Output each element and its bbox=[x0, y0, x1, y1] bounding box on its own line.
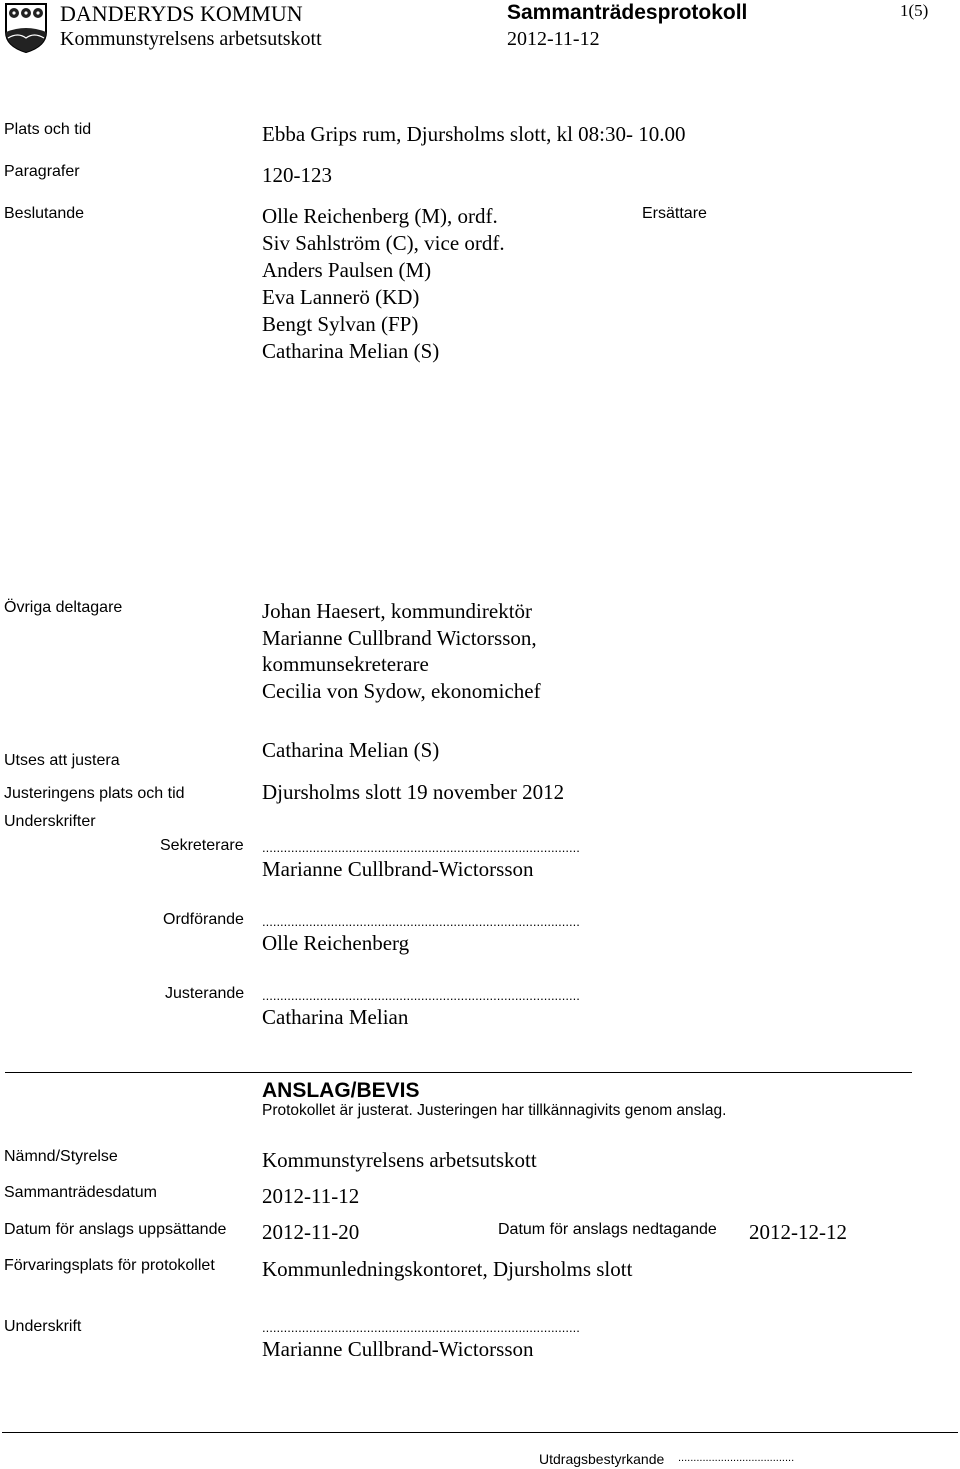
meeting-date-value: 2012-11-12 bbox=[262, 1184, 360, 1208]
substitutes-label: Ersättare bbox=[642, 205, 707, 222]
notice-signature-line: ........................................................................................ bbox=[262, 1320, 580, 1335]
decider-item: Catharina Melian (S) bbox=[262, 339, 440, 363]
secretary-label: Sekreterare bbox=[160, 837, 244, 854]
removed-value: 2012-12-12 bbox=[749, 1220, 847, 1244]
notice-title: ANSLAG/BEVIS bbox=[262, 1079, 420, 1102]
meeting-date-label: Sammanträdesdatum bbox=[4, 1184, 157, 1201]
adjuster-label: Utses att justera bbox=[4, 752, 120, 769]
chair-signature-line: ........................................................................................ bbox=[262, 914, 580, 929]
adjuster-value: Catharina Melian (S) bbox=[262, 738, 440, 762]
notice-subtitle: Protokollet är justerat. Justeringen har tillkännagivits genom anslag. bbox=[262, 1102, 727, 1119]
board-value: Kommunstyrelsens arbetsutskott bbox=[262, 1148, 537, 1172]
other-participant: Cecilia von Sydow, ekonomichef bbox=[262, 678, 541, 703]
adjust-place-label: Justeringens plats och tid bbox=[4, 785, 185, 802]
certifier-signature-line: ...................................... bbox=[678, 1452, 795, 1464]
decider-list bbox=[262, 203, 505, 365]
chair-label: Ordförande bbox=[163, 911, 244, 928]
paragraphs-value: 120-123 bbox=[262, 163, 332, 187]
place-value: Ebba Grips rum, Djursholms slott, kl 08:30- 10.00 bbox=[262, 122, 686, 146]
others-list bbox=[262, 598, 541, 704]
chair-name: Olle Reichenberg bbox=[262, 931, 410, 955]
notice-signature-name: Marianne Cullbrand-Wictorsson bbox=[262, 1337, 534, 1361]
board-label: Nämnd/Styrelse bbox=[4, 1148, 118, 1165]
municipality-logo bbox=[4, 2, 48, 54]
secretary-name: Marianne Cullbrand-Wictorsson bbox=[262, 857, 534, 881]
decider-item: Anders Paulsen (M) bbox=[262, 258, 432, 282]
decider-item: Siv Sahlström (C), vice ordf. bbox=[262, 231, 505, 255]
secretary-signature-line: ........................................................................................ bbox=[262, 840, 580, 855]
decider-item: Olle Reichenberg (M), ordf. bbox=[262, 204, 498, 228]
certifier-label: Utdragsbestyrkande bbox=[539, 1451, 665, 1467]
storage-label: Förvaringsplats för protokollet bbox=[4, 1257, 215, 1274]
decider-item: Eva Lannerö (KD) bbox=[262, 285, 420, 309]
signatures-label: Underskrifter bbox=[4, 813, 96, 830]
header-committee: Kommunstyrelsens arbetsutskott bbox=[60, 28, 322, 50]
paragraphs-label: Paragrafer bbox=[4, 163, 80, 180]
others-label: Övriga deltagare bbox=[4, 599, 123, 616]
decider-item: Bengt Sylvan (FP) bbox=[262, 312, 419, 336]
place-label: Plats och tid bbox=[4, 121, 92, 138]
decision-label: Beslutande bbox=[4, 205, 85, 222]
section-divider bbox=[5, 1072, 912, 1073]
header-page: 1(5) bbox=[900, 1, 929, 20]
footer-divider bbox=[2, 1432, 958, 1433]
removed-label: Datum för anslags nedtagande bbox=[498, 1221, 717, 1238]
adjuster-name: Catharina Melian bbox=[262, 1005, 409, 1029]
other-participant: Marianne Cullbrand Wictorsson, bbox=[262, 625, 537, 650]
other-participant: Johan Haesert, kommundirektör bbox=[262, 599, 533, 623]
header-doc-title: Sammanträdesprotokoll bbox=[507, 1, 748, 24]
posted-value: 2012-11-20 bbox=[262, 1220, 360, 1244]
header-date: 2012-11-12 bbox=[507, 28, 600, 50]
other-participant: kommunsekreterare bbox=[262, 652, 429, 676]
coat-of-arms-icon bbox=[4, 2, 48, 54]
storage-value: Kommunledningskontoret, Djursholms slott bbox=[262, 1257, 633, 1281]
header-org: DANDERYDS KOMMUN bbox=[60, 1, 303, 26]
adjust-place-value: Djursholms slott 19 november 2012 bbox=[262, 780, 565, 804]
posted-label: Datum för anslags uppsättande bbox=[4, 1221, 227, 1238]
notice-signature-label: Underskrift bbox=[4, 1318, 82, 1335]
adjuster-sign-label: Justerande bbox=[165, 985, 245, 1002]
adjuster-signature-line: ........................................................................................ bbox=[262, 988, 580, 1003]
